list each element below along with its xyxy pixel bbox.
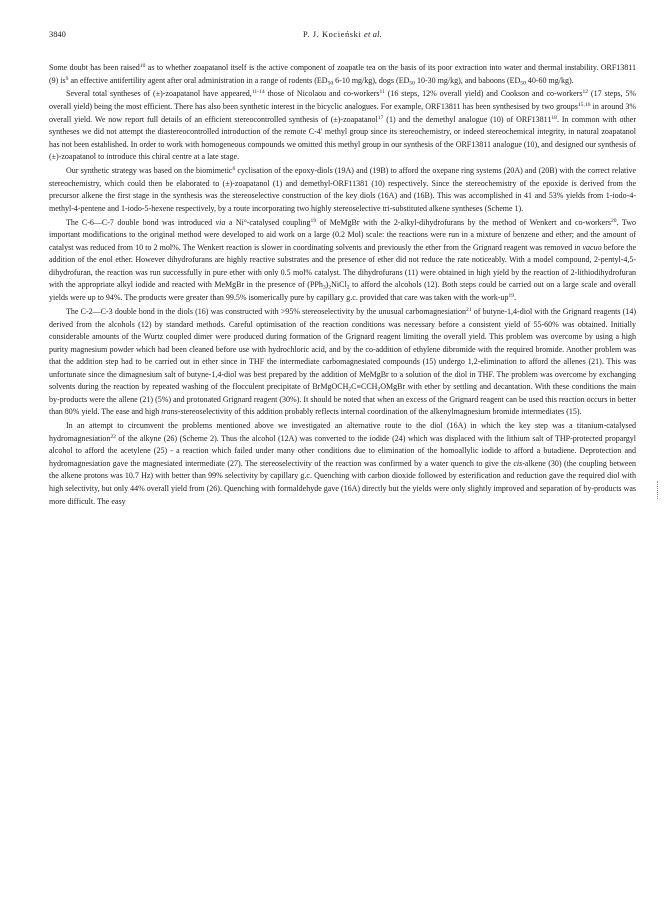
italic-text: cis [513, 458, 523, 468]
text-run: OMgBr with ether by settling and decantation. With these conditions the main by-products were the allene (21) (5%) and protonated Grignard reagent (30%). It should be noted that when an excess of the Grignard reagent can be used this reaction occurs in better than 80% yield. The ease and high [49, 382, 636, 417]
superscript: 17 [377, 114, 384, 121]
subscript: 50 [409, 80, 415, 87]
text-run: a Ni [225, 217, 244, 227]
paragraph [49, 165, 636, 215]
superscript: 21 [465, 306, 472, 313]
superscript: 10 [139, 63, 146, 69]
running-head-author: P. J. Kocieński [303, 30, 362, 39]
running-head [49, 30, 636, 39]
subscript: 50 [520, 80, 526, 87]
text-run: in around 3% overall yield. We now report full details of an efficient stereocontrolled synthesis of (±)-zoapatanol [49, 102, 637, 124]
text-run: . Two important modifications to the original method were developed to aid work on a large (0.2 Mol) scale: the reactions were run in a mixture of benzene and ether; and the amount of catalyst was reduced from 10 to 2 mol%. The Wenkert reaction is slower in coordinating solvents and previously the ether from the Grignard reagent was removed [49, 217, 636, 252]
paragraph [49, 62, 636, 87]
superscript: 9 [65, 75, 69, 82]
text-run: (1) and the demethyl analogue (10) of ORF13811 [383, 114, 552, 124]
text-run: before the addition of the enol ether. However dihydrofurans are highly reactive substrates and the presence of ether did not reduce the rate noticeably. With a model compound, 2-pentyl-4,5-dihydrofuran, the reaction was run successfully in pure ether with only 0.5 mol% catalyst. The dihydrofurans (11) were obtained in high yield by the reaction of 2-lithiodihydrofuran with the appropriate alkyl iodide and reacted with MeMgBr in the presence of (PPh [49, 242, 637, 290]
superscript: 22 [110, 433, 116, 440]
text-run: Our synthetic strategy was based on the biomimetic [66, 166, 233, 176]
text-run: Some doubt has been raised [49, 63, 140, 72]
text-run: -catalysed coupling [246, 217, 311, 227]
superscript: 12 [582, 89, 589, 96]
subscript: 50 [327, 80, 334, 87]
page-number: 3840 [49, 30, 66, 39]
text-run: -stereoselectivity of this addition probably reflects internal coordination of the alkenylmagnesium bromide intermediates (15). [177, 407, 582, 417]
superscript: 11-14 [251, 89, 265, 96]
text-run: 10-30 mg/kg), and baboons (ED [414, 75, 521, 85]
text-run: an effective antifertility agent after oral administration in a range of rodents (ED [68, 75, 328, 85]
page-header [49, 30, 636, 44]
text-run: -alkene (30) (the coupling between the alkene protons was 10.7 Hz) with better than 99% selectivity by capillary g.c. Quenching with carbon dioxide followed by esterification and reduction gave the required diol with high selectivity, but only 44% overall yield from (26). Quenching with formaldehyde gave (16A) directly but the yields were only slightly improved and separation of by-products was more difficult. The easy [49, 458, 636, 506]
text-run: . In common with other syntheses we did not attempt the diastereocontrolled introduction of the remote C-4′ methyl group since its stereochemistry, or indeed stereochemical integrity, in natural zoapatanol has not been established. In order to work with homogeneous compounds we omitted this methyl group in our synthesis of the ORF13811 analogue (10), and designed our synthesis of (±)-zoapatanol to introduce this chiral centre at a late stage. [49, 114, 636, 162]
running-head-etal: et al. [364, 30, 382, 39]
subscript: 2 [348, 386, 352, 393]
paragraph [49, 88, 636, 163]
text-run: cyclisation of the epoxy-diols (19A) and (19B) to afford the oxepane ring systems (20A) and (20B) with the correct relative stereochemistry, which could then be elaborated to (±)-zoapatanol (1) and demethyl-ORF11381 (10) respectively. Since the stereochemistry of the epoxide is derived from the precursor alkene the first stage in the synthesis was the stereoselective construction of the key diols (16A) and (16B). This was accomplished in 41 and 53% yields from 1-iodo-4-methyl-4-pentene and 1-iodo-5-hexene respectively, by a route incorporating two highly stereoselective tri-substituted alkene syntheses (Scheme 1). [49, 166, 636, 213]
paragraph [49, 217, 636, 305]
italic-text: via [215, 217, 226, 227]
text-run: of butyne-1,4-diol with the Grignard reagents (14) derived from the alcohols (12) by standard methods. Careful optimisation of the reaction conditions was necessary before a consistent yield of 55-60% was obtained. Initially considerable amounts of the Wurtz coupled dimer were produced during formation of the Grignard reagent limiting the overall yield. This problem was overcome by using a high purity magnesium powder which had been cleaned before use with hydrochloric acid, and by the co-addition of ethylene dibromide with the required bromide. Another problem was that the addition step had to be carried out in ether since in THF the intermediate carbomagnesiated compounds (15) undergo 1,2-elimination to afford the allenes (21). This was unfortunate since the dimagnesium salt of butyne-1,4-diol was best prepared by the addition of MeMgBr to a solution of the diol in THF. The problem was overcome by exchanging solvents during the reaction by repeated washing of the flocculent precipitate of BrMgOCH [49, 306, 636, 392]
text-run: as to whether zoapatanol itself is the active component of zoapatle tea on the basis of its poor extraction into water and thermal instability. ORF13811 (9) is [49, 63, 637, 85]
text-run: (16 steps, 12% overall yield) and Cookson and co-workers [384, 89, 583, 99]
superscript: 6 [232, 166, 236, 173]
text-run: (17 steps, 5% overall yield) being the most efficient. There has also been synthetic interest in the bicyclic analogues. For example, ORF13811 has been synthesised by two groups [49, 89, 637, 112]
text-run: 6-10 mg/kg), dogs (ED [333, 75, 410, 85]
text-run: The C-2—C-3 double bond in the diols (16) was constructed with >95% stereoselectivity by the unusual carbomagnesiation [66, 306, 466, 316]
text-run: In an attempt to circumvent the problems mentioned above we investigated an alternative route to the diol (16A) in which the key step was a titanium-catalysed hydromagnesiation [49, 421, 636, 443]
superscript: 19 [508, 293, 515, 300]
superscript: 15,16 [577, 102, 591, 109]
text-run: of the alkyne (26) (Scheme 2). Thus the alcohol (12A) was converted to the iodide (24) which was displaced with the lithium salt of THP-protected propargyl alcohol to afford the acetylene (25) - a reaction which failed under many other conditions due to elimination of the homoallylic iodide to afford a butadiene. Deprotection and hydromagnesiation gave the magnesiated intermediate (27). The stereoselectivity of the reaction was confirmed by a water quench to give the [49, 433, 636, 468]
text-run: C≡CCH [351, 382, 378, 392]
text-run: Several total syntheses of (±)-zoapatanol have appeared, [66, 89, 252, 99]
superscript: o [243, 217, 247, 224]
superscript: 20 [610, 217, 617, 224]
text-run: The C-6—C-7 double bond was introduced [66, 217, 216, 227]
article-body [49, 62, 636, 509]
text-run: . [514, 293, 517, 303]
paragraph [49, 306, 636, 419]
superscript: 18 [551, 114, 557, 121]
superscript: 11 [379, 89, 385, 96]
subscript: 3 [322, 284, 326, 291]
subscript: 2 [377, 386, 381, 393]
subscript: 2 [346, 284, 350, 291]
text-run: of MeMgBr with the 2-alkyl-dihydrofurans by the method of Wenkert and co-workers [316, 217, 611, 227]
scan-edge-mark [657, 481, 661, 499]
text-run: those of Nicolaou and co-workers [264, 89, 380, 99]
text-run: to afford the alcohols (12). Both steps could be carried out on a large scale and overall yields were up to 94%. The products were greater than 99.5% isomerically pure by capillary g.c. provided that care was taken with the work-up [49, 280, 636, 303]
text-run: NiCl [331, 280, 347, 290]
subscript: 2 [328, 284, 332, 291]
italic-text: in vacuo [574, 242, 602, 252]
text-run: 40-60 mg/kg). [525, 75, 574, 85]
paragraph [49, 420, 636, 508]
italic-text: trans [161, 407, 178, 417]
superscript: 19 [310, 217, 317, 224]
text-run: ) [325, 280, 329, 290]
